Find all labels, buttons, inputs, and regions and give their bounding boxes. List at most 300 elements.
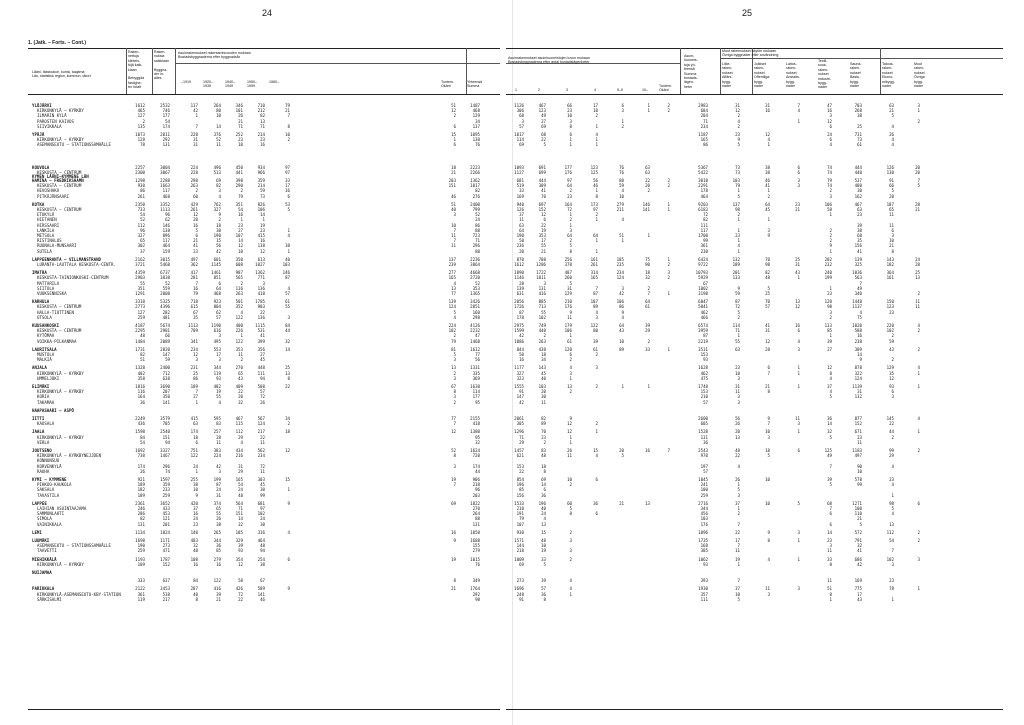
row-cell: 116 (137, 389, 145, 395)
row-cell: 1 (797, 384, 800, 389)
row-cell: 3327 (160, 448, 170, 453)
row-cell: 2981 (160, 328, 170, 334)
row-cell: 471 (162, 548, 170, 554)
row-cell: 5 (829, 394, 832, 400)
row-cell: 88 (475, 516, 480, 522)
row-cell: 13 (915, 275, 920, 281)
row-cell: 82 (475, 188, 480, 194)
row-name: KORVENKYLÄ (37, 463, 62, 469)
row-cell: 350 (235, 256, 243, 262)
row-cell: 11 (735, 389, 740, 395)
row-cell: 325 (854, 262, 862, 267)
row-name: SIMOLA (37, 516, 52, 522)
row-cell: 234 (616, 270, 624, 276)
row-cell: 77 (451, 416, 456, 421)
row-cell: 63 (645, 164, 650, 170)
row-cell: 4 (891, 123, 894, 129)
row-cell: 43 (238, 375, 243, 381)
row-cell: 3 (797, 346, 800, 352)
row-cell: 1 (917, 384, 920, 389)
row-cell: 438 (538, 346, 546, 352)
row-cell: 252 (235, 132, 243, 137)
row-cell: 2400 (160, 365, 170, 371)
row-name: ASEMANSEUTU – STATIONSSAMHÄLLE (37, 543, 111, 549)
row-cell: 3 (737, 399, 740, 405)
row-cell: 496 (213, 164, 221, 170)
row-cell: 1467 (160, 453, 170, 459)
row-cell: 132 (854, 394, 862, 400)
row-cell: 8 (767, 389, 770, 395)
row-cell: 1 (569, 222, 572, 228)
row-cell: 4 (240, 309, 243, 315)
row-cell: 37 (193, 506, 198, 511)
row-cell: 31 (193, 137, 198, 143)
row-cell: 18 (541, 463, 546, 469)
row-cell: 95 (475, 434, 480, 440)
row-cell: 2 (767, 193, 770, 199)
row-cell: 80 (593, 328, 598, 334)
row-cell: 24 (915, 256, 920, 262)
row-cell: 69 (519, 561, 524, 567)
row-name: KIRKONKYLÄ-ASEMANSEUTU-KBY-STATION (37, 591, 121, 597)
row-cell: 440 (538, 328, 546, 334)
row-cell: 64 (593, 233, 598, 238)
row-cell: 98 (475, 596, 480, 602)
row-cell: 48 (238, 492, 243, 498)
row-cell: 1816 (135, 384, 145, 389)
row-cell: 174 (162, 123, 170, 129)
row-cell: 4 (859, 309, 862, 315)
row-cell: 3004 (160, 164, 170, 170)
row-cell: 712 (162, 370, 170, 376)
row-cell: 22 (238, 389, 243, 395)
row-cell: 4 (891, 463, 894, 469)
row-cell: 106 (616, 299, 624, 305)
row-cell: 117 (700, 227, 708, 233)
header-year-4: 1950– 1959 (247, 80, 257, 89)
row-cell: 97 (567, 178, 572, 183)
row-cell: 99 (857, 482, 862, 488)
row-cell: 356 (257, 346, 265, 352)
row-cell: 6 (453, 142, 456, 148)
row-cell: 120 (564, 346, 572, 352)
row-cell: 12 (260, 248, 265, 254)
row-cell: 45 (765, 207, 770, 212)
row-cell: 57 (285, 291, 290, 296)
row-cell: 287 (190, 586, 198, 592)
row-cell: 1 (287, 248, 290, 254)
row-cell: 136 (257, 285, 265, 291)
row-cell: 5 (543, 142, 546, 148)
row-cell: 2 (595, 113, 598, 119)
row-cell: 38 (260, 561, 265, 567)
row-cell: 8 (891, 248, 894, 254)
row-cell: 95 (475, 399, 480, 405)
row-cell: 3 (621, 108, 624, 114)
row-cell: 21 (285, 108, 290, 114)
row-cell: 309 (854, 346, 862, 352)
row-cell: 344 (213, 538, 221, 543)
row-cell: 117 (162, 238, 170, 244)
row-cell: 176 (700, 521, 708, 527)
row-cell: 416 (538, 291, 546, 296)
row-name: KONNUNSUO (37, 458, 60, 464)
row-cell: 25 (915, 270, 920, 276)
row-cell: 5 (767, 285, 770, 291)
row-cell: 131 (162, 142, 170, 148)
header-subrule (175, 63, 500, 64)
row-name: IMATRA (32, 270, 47, 276)
row-cell: 2975 (514, 323, 524, 328)
row-cell: 11 (827, 578, 832, 584)
row-cell: 5 (195, 227, 198, 233)
row-cell: 1 (797, 365, 800, 371)
row-cell: 1726 (514, 304, 524, 310)
row-cell: 2223 (470, 164, 480, 170)
row-cell: 6 (543, 487, 546, 493)
row-cell: 563 (854, 275, 862, 281)
row-cell: 29 (645, 328, 650, 334)
row-cell: 8 (453, 578, 456, 584)
row-name: HEVOSHAKA (37, 188, 60, 194)
row-cell: 481 (162, 314, 170, 320)
row-cell: 74 (827, 183, 832, 189)
row-cell: 59 (165, 357, 170, 363)
row-name: KOTKA (32, 201, 45, 207)
row-cell: 97 (593, 207, 598, 212)
row-cell: 3015 (160, 256, 170, 262)
header-apartments-1: 1 (515, 88, 517, 92)
row-cell: 23 (889, 309, 894, 315)
row-name: LAPPEENRANTA – VILLMANSTRAND (32, 256, 102, 262)
row-cell: 17 (285, 183, 290, 189)
row-cell: 102 (257, 511, 265, 517)
row-cell: 2 (240, 280, 243, 286)
row-cell: 1484 (135, 338, 145, 344)
row-cell: 6183 (698, 207, 708, 212)
row-cell: 1 (595, 123, 598, 129)
row-cell: 2 (569, 389, 572, 395)
row-cell: 7 (737, 543, 740, 549)
row-cell: 27 (193, 394, 198, 400)
row-cell: 36 (140, 399, 145, 405)
row-cell: 65 (140, 238, 145, 244)
header-subrule (720, 58, 1003, 59)
row-cell: 467 (235, 416, 243, 421)
row-cell: 129 (472, 113, 480, 119)
row-cell: 5 (917, 183, 920, 189)
row-cell: 2720 (470, 275, 480, 281)
row-cell: 1298 (135, 178, 145, 183)
row-cell: 20 (541, 389, 546, 395)
row-cell: 3 (767, 227, 770, 233)
row-cell: 3 (453, 394, 456, 400)
header-commercial: Liike- raken- nukset Affärs- bygg- nader (722, 62, 733, 89)
row-cell: 12 (238, 243, 243, 249)
row-cell: 346 (235, 103, 243, 108)
row-cell: 11 (827, 548, 832, 554)
row-cell: 344 (213, 365, 221, 371)
row-cell: 145 (886, 416, 894, 421)
row-cell: 152 (162, 561, 170, 567)
row-cell: 11 (541, 399, 546, 405)
row-cell: 1822 (470, 500, 480, 506)
row-cell: 11 (216, 439, 221, 445)
row-cell: 103 (282, 262, 290, 267)
row-cell: 38 (857, 227, 862, 233)
row-cell: 111 (257, 370, 265, 376)
row-cell: 82 (765, 270, 770, 276)
row-cell: 11 (889, 212, 894, 218)
row-cell: 129 (564, 291, 572, 296)
row-cell: 3352 (160, 201, 170, 207)
row-cell: 152 (538, 207, 546, 212)
row-name: LUUMÄKI (32, 538, 50, 543)
row-cell: 24 (475, 217, 480, 223)
row-cell: 2 (647, 285, 650, 291)
row-cell: 71 (238, 506, 243, 511)
row-cell: 1 (595, 238, 598, 244)
row-cell: 103 (700, 516, 708, 522)
row-cell: 13 (567, 384, 572, 389)
row-cell: 103 (732, 178, 740, 183)
row-cell: 159 (162, 248, 170, 254)
row-cell: 14 (827, 421, 832, 427)
row-name: KARHULA (32, 299, 50, 305)
row-cell: 2 (569, 482, 572, 488)
row-name: KIRKONKYLÄ – KYRKBY (37, 389, 84, 395)
row-cell: 2 (829, 227, 832, 233)
row-cell: 39 (238, 543, 243, 549)
row-cell: 2122 (135, 586, 145, 592)
row-cell: 691 (538, 164, 546, 170)
row-cell: 2 (917, 538, 920, 543)
row-cell: 4 (917, 416, 920, 421)
row-name: KESKUSTA – CENTRUM (37, 328, 82, 334)
header-divider (152, 48, 153, 94)
row-cell: 2 (737, 511, 740, 517)
row-cell: 10 (735, 591, 740, 597)
row-cell: 6424 (698, 256, 708, 262)
row-name: SAMMONLAHTI (37, 511, 65, 517)
row-cell: 112 (137, 222, 145, 228)
row-cell: 187 (886, 201, 894, 207)
row-name: RISTINALUS (37, 238, 62, 244)
row-cell: 464 (257, 538, 265, 543)
row-cell: 131 (700, 434, 708, 440)
row-cell: 2 (917, 291, 920, 296)
row-cell: 13 (451, 365, 456, 371)
row-name: LAIHIAN ASUINTAAJAMA (37, 506, 87, 511)
row-cell: 14 (260, 212, 265, 218)
row-cell: 11 (735, 548, 740, 554)
row-cell: 161 (590, 256, 598, 262)
row-cell: 12 (193, 212, 198, 218)
row-cell: 111 (700, 596, 708, 602)
row-cell: 2 (647, 188, 650, 194)
row-cell: 5 (737, 193, 740, 199)
row-cell: 5 (891, 506, 894, 511)
row-cell: 59 (619, 183, 624, 189)
row-cell: 361 (700, 243, 708, 249)
row-cell: 2056 (514, 299, 524, 305)
row-cell: 43 (857, 596, 862, 602)
row-cell: 2 (543, 439, 546, 445)
row-cell: 1 (595, 137, 598, 143)
row-cell: 261 (137, 193, 145, 199)
row-cell: 41 (765, 323, 770, 328)
row-cell: 173 (590, 201, 598, 207)
row-cell: 1062 (698, 556, 708, 562)
row-cell: 38 (216, 521, 221, 527)
row-cell: 6 (891, 227, 894, 233)
row-cell: 2 (667, 103, 670, 108)
row-name: LAPPEE (32, 500, 47, 506)
row-cell: 2532 (160, 103, 170, 108)
row-cell: 1 (287, 227, 290, 233)
row-cell: 261 (590, 262, 598, 267)
row-cell: 156 (854, 243, 862, 249)
row-cell: 71 (475, 238, 480, 244)
row-cell: 19 (216, 389, 221, 395)
row-cell: 631 (516, 291, 524, 296)
row-cell: 33 (519, 188, 524, 194)
row-cell: 723 (472, 233, 480, 238)
row-cell: 89 (593, 304, 598, 310)
row-cell: 270 (472, 506, 480, 511)
row-cell: 5 (737, 487, 740, 493)
row-cell: 26 (567, 448, 572, 453)
row-cell: 731 (854, 132, 862, 137)
row-cell: 265 (213, 529, 221, 535)
row-cell: 4 (218, 399, 221, 405)
row-cell: 2 (891, 333, 894, 339)
row-cell: 69 (541, 477, 546, 482)
row-cell: 1086 (514, 338, 524, 344)
row-cell: 4 (767, 556, 770, 562)
row-cell: 146 (282, 270, 290, 276)
row-cell: 23 (795, 201, 800, 207)
row-cell: 71 (703, 118, 708, 124)
row-cell: 17 (541, 238, 546, 244)
row-cell: 417 (190, 270, 198, 276)
row-cell: 9 (569, 416, 572, 421)
row-cell: 2061 (514, 416, 524, 421)
row-cell: 3 (218, 468, 221, 474)
row-cell: 279 (472, 548, 480, 554)
row-cell: 111 (700, 222, 708, 228)
row-cell: 1 (595, 217, 598, 223)
row-cell: 147 (162, 352, 170, 357)
row-cell: 3579 (160, 416, 170, 421)
row-cell: 263 (235, 291, 243, 296)
row-cell: 564 (235, 500, 243, 506)
row-cell: 233 (162, 487, 170, 493)
row-cell: 106 (257, 207, 265, 212)
row-cell: 5 (569, 506, 572, 511)
row-cell: 306 (516, 108, 524, 114)
row-name: SÄRKISALMI (37, 596, 62, 602)
row-cell: 1 (287, 487, 290, 493)
row-cell: 40 (451, 207, 456, 212)
row-cell: 15 (216, 238, 221, 244)
row-cell: 531 (257, 328, 265, 334)
row-cell: 169 (516, 193, 524, 199)
row-cell: 13 (285, 370, 290, 376)
header-sauna: Sauna- raken- nukset Bastu- bygg- nader (850, 62, 862, 89)
row-cell: 1 (569, 439, 572, 445)
row-cell: 349 (472, 578, 480, 584)
row-cell: 38 (285, 243, 290, 249)
row-cell: 393 (700, 578, 708, 584)
row-cell: 1764 (470, 586, 480, 592)
row-cell: 3198 (698, 291, 708, 296)
row-cell: 1 (667, 201, 670, 207)
row-cell: 226 (235, 328, 243, 334)
row-cell: 9203 (698, 201, 708, 207)
row-cell: 34 (541, 357, 546, 363)
row-cell: 1 (240, 333, 243, 339)
row-cell: 1 (262, 217, 265, 223)
row-cell: 48 (541, 538, 546, 543)
row-cell: 115 (235, 421, 243, 427)
row-cell: 708 (538, 256, 546, 262)
row-cell: 54 (238, 482, 243, 488)
row-cell: 4 (453, 280, 456, 286)
row-cell: 749 (538, 323, 546, 328)
row-cell: 57 (541, 586, 546, 592)
row-cell: 8 (287, 375, 290, 381)
row-cell: 1 (829, 333, 832, 339)
row-cell: 78 (140, 142, 145, 148)
row-cell: 260 (564, 275, 572, 281)
row-cell: 78 (889, 586, 894, 592)
row-cell: 32 (193, 543, 198, 549)
row-name: KYTÖMAA (37, 333, 55, 339)
row-cell: 90 (645, 262, 650, 267)
row-cell: 1027 (255, 262, 265, 267)
row-cell: 23 (827, 538, 832, 543)
row-cell: 23 (193, 248, 198, 254)
row-cell: 6 (797, 169, 800, 175)
row-cell: 3 (543, 280, 546, 286)
row-cell: 4 (453, 314, 456, 320)
row-name: HAMINA – FREDRIKSHAMN (32, 178, 84, 183)
row-cell: 6 (595, 511, 598, 517)
row-cell: 80 (619, 178, 624, 183)
row-cell: 12 (451, 108, 456, 114)
row-cell: 122 (213, 578, 221, 584)
row-cell: 16 (260, 238, 265, 244)
row-cell: 298 (190, 178, 198, 183)
row-cell: 26 (735, 421, 740, 427)
row-cell: 10 (619, 338, 624, 344)
row-cell: 2 (142, 118, 145, 124)
row-cell: 1 (621, 384, 624, 389)
row-cell: 14 (238, 238, 243, 244)
row-cell: 66 (165, 333, 170, 339)
row-cell: 68 (857, 233, 862, 238)
row-cell: 228 (190, 169, 198, 175)
row-name: KOUVOLA (32, 164, 50, 170)
row-cell: 2 (667, 183, 670, 189)
row-cell: 197 (700, 463, 708, 469)
row-cell: 44 (285, 328, 290, 334)
row-cell: 42 (857, 561, 862, 567)
row-cell: 52 (475, 212, 480, 218)
row-cell: 7 (287, 113, 290, 119)
row-cell: 75 (857, 314, 862, 320)
